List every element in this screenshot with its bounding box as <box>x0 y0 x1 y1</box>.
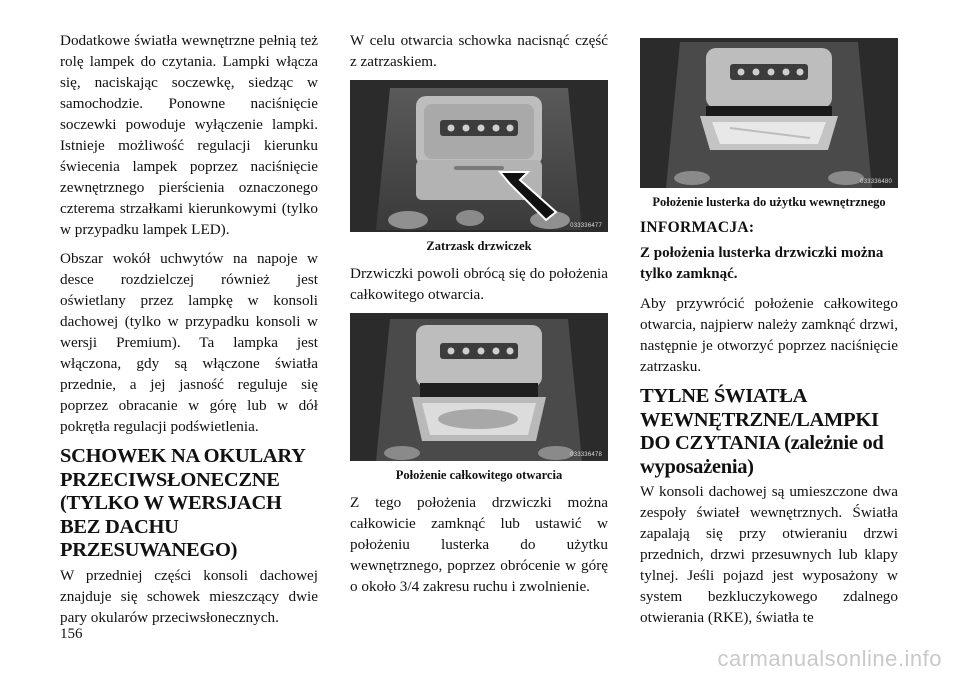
overhead-console-latch-illustration <box>350 80 608 232</box>
paragraph-interior-lights: Dodatkowe światła wewnętrzne pełnią też rolę lampek do czytania. Lampki włącza się, naciskając soczewkę, siedząc w samochodzie. Ponowne naciśnięcie soczewki powoduje wyłączenie lampki. Istnieje możliwość regulacji kierunku świecenia lampek poprzez naciśnięcie zewnętrznego pierścienia oznaczonego czterema strzałkami kierunkowymi (tylko w przypadku lampek LED). <box>60 32 318 238</box>
note-heading: INFORMACJA: <box>640 219 755 236</box>
figure-code: 033336480 <box>860 179 892 185</box>
column-middle <box>350 30 608 605</box>
overhead-console-open-illustration <box>350 313 608 461</box>
figure-code: 033336477 <box>570 223 602 229</box>
figure-fully-open <box>350 313 608 461</box>
figure-door-latch <box>350 80 608 232</box>
paragraph-mirror-position: Z tego położenia drzwiczki można całkowicie zamknąć lub ustawić w położeniu lusterka do użytku wewnętrznego, poprzez obrócenie w górę o około 3/4 zakresu ruchu i zwolnienie. <box>350 494 608 595</box>
heading-sunglasses-bin: SCHOWEK NA OKULARY PRZECIWSŁONECZNE (TYLKO W WERSJACH BEZ DACHU PRZESUWANEGO) <box>60 445 305 561</box>
caption-fully-open: Położenie całkowitego otwarcia <box>395 468 563 482</box>
paragraph-door-rotates: Drzwiczki powoli obrócą się do położenia całkowitego otwarcia. <box>350 265 608 303</box>
note-text: Z położenia lusterka drzwiczki można tylko zamknąć. <box>640 245 884 282</box>
column-right <box>640 30 898 636</box>
column-left <box>60 30 318 636</box>
paragraph-sunglasses-bin: W przedniej części konsoli dachowej znajduje się schowek mieszczący dwie pary okularów przeciwsłonecznych. <box>60 566 318 626</box>
paragraph-cupholder-light: Obszar wokół uchwytów na napoje w desce rozdzielczej również jest oświetlany przez lampkę w konsoli dachowej (tylko w przypadku konsoli w wersji Premium). Ta lampka jest włączona, gdy są włączone światła przednie, a jej jasność reguluje się poprzez obracanie w górę lub w dół pokrętła regulacji podświetlenia. <box>60 250 318 435</box>
watermark: carmanualsonline.info <box>717 646 942 671</box>
paragraph-open-bin: W celu otwarcia schowka nacisnąć część z zatrzaskiem. <box>350 32 608 70</box>
caption-mirror-position: Położenie lusterka do użytku wewnętrznego <box>652 195 886 209</box>
caption-door-latch: Zatrzask drzwiczek <box>426 239 532 253</box>
figure-mirror-position <box>640 38 898 188</box>
overhead-console-mirror-illustration <box>640 38 898 188</box>
paragraph-restore-open: Aby przywrócić położenie całkowitego otwarcia, najpierw należy zamknąć drzwi, następnie je otworzyć poprzez naciśnięcie zatrzasku. <box>640 295 898 375</box>
paragraph-rear-lights: W konsoli dachowej są umieszczone dwa zespoły świateł wewnętrznych. Światła zapalają się przy otwieraniu drzwi przednich, drzwi przesuwnych lub klapy tylnej. Jeśli pojazd jest wyposażony w system bezkluczykowego zdalnego otwierania (RKE), światła te <box>640 483 898 626</box>
heading-rear-lights: TYLNE ŚWIATŁA WEWNĘTRZNE/LAMPKI DO CZYTANIA (zależnie od wyposażenia) <box>640 385 884 478</box>
page-number: 156 <box>60 626 83 642</box>
figure-code: 033336478 <box>570 452 602 458</box>
